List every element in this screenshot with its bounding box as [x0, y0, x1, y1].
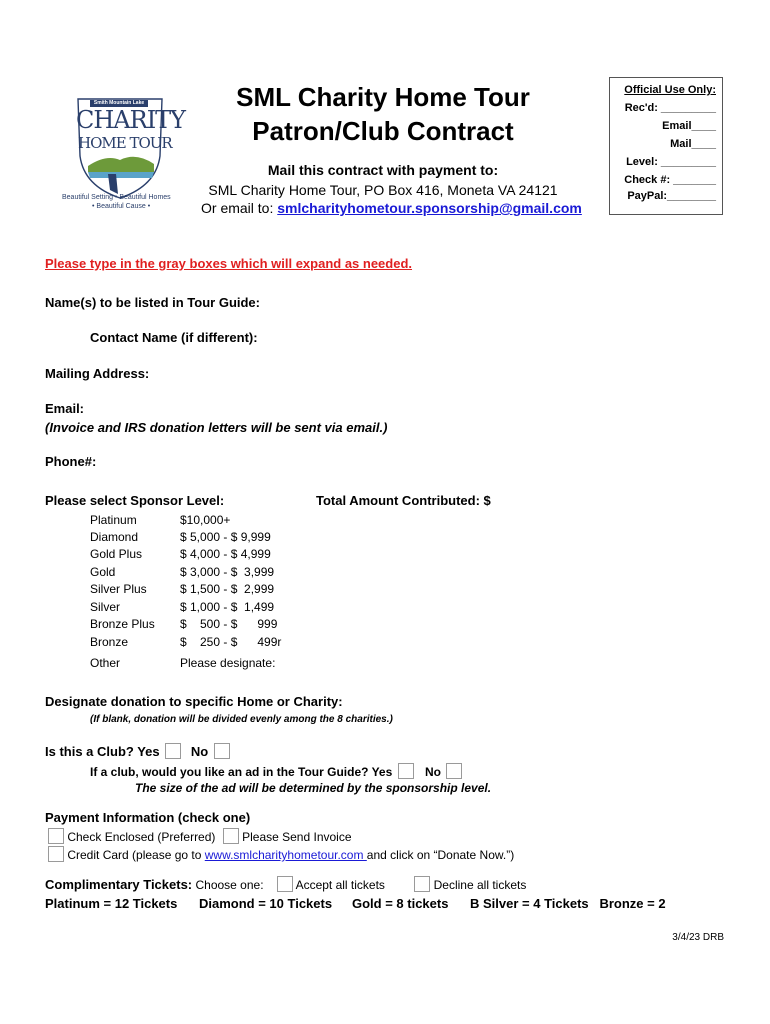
- logo-word-charity: CHARITY: [76, 106, 186, 134]
- footer-date: 3/4/23 DRB: [672, 932, 724, 943]
- level-amount: $ 3,000 - $ 3,999: [180, 565, 275, 579]
- level-amount: $10,000+: [180, 513, 231, 527]
- club-question: Is this a Club? Yes: [45, 744, 160, 759]
- logo-top-text: Smith Mountain Lake: [93, 100, 145, 106]
- instructions-text: Please type in the gray boxes which will expand as needed.: [45, 256, 413, 271]
- credit-card-suffix: and click on “Donate Now.”): [366, 848, 515, 862]
- total-amount-label: Total Amount Contributed: $: [316, 493, 491, 508]
- logo-word-home-tour: HOME TOUR: [78, 134, 172, 152]
- designate-heading: Designate donation to specific Home or Charity:: [45, 694, 343, 709]
- email-label: Email:: [45, 401, 85, 416]
- level-name: Gold: [90, 565, 116, 579]
- logo-tagline-2: • Beautiful Cause •: [92, 203, 151, 210]
- tickets-gold: Gold = 8 tickets: [352, 896, 449, 911]
- designate-note: (If blank, donation will be divided evenly among the 8 charities.): [90, 714, 393, 725]
- level-name: Silver Plus: [90, 582, 147, 596]
- level-name: Gold Plus: [90, 547, 143, 561]
- contact-name-label: Contact Name (if different):: [90, 330, 258, 345]
- level-name: Silver: [90, 600, 121, 614]
- club-no-checkbox[interactable]: [214, 743, 230, 759]
- website-link[interactable]: www.smlcharityhometour.com: [204, 848, 367, 862]
- ad-no-label: No: [424, 765, 441, 779]
- logo: [58, 94, 186, 214]
- names-label: Name(s) to be listed in Tour Guide:: [45, 295, 260, 310]
- email-note: (Invoice and IRS donation letters will be sent via email.): [45, 420, 388, 435]
- level-amount: $ 5,000 - $ 9,999: [180, 530, 271, 544]
- logo-tagline-1: Beautiful Setting • Beautiful Homes: [62, 194, 171, 201]
- credit-card-checkbox[interactable]: [48, 846, 64, 862]
- level-name: Platinum: [90, 513, 137, 527]
- level-amount: $ 1,500 - $ 2,999: [180, 582, 275, 596]
- email-prefix: Or email to:: [201, 200, 278, 216]
- ad-no-checkbox[interactable]: [446, 763, 462, 779]
- official-recd: Rec'd: _________: [624, 102, 716, 114]
- level-amount: $ 1,000 - $ 1,499: [180, 600, 275, 614]
- club-no-label: No: [190, 744, 209, 759]
- check-enclosed-checkbox[interactable]: [48, 828, 64, 844]
- payment-row-2: [48, 846, 514, 862]
- mailing-address-label: Mailing Address:: [45, 366, 150, 381]
- tickets-row: [45, 876, 526, 892]
- accept-tickets-checkbox[interactable]: [277, 876, 293, 892]
- club-yes-checkbox[interactable]: [165, 743, 181, 759]
- ad-size-note: The size of the ad will be determined by the sponsorship level.: [135, 781, 492, 795]
- official-check: Check #: _______: [624, 174, 716, 186]
- level-amount: $ 500 - $ 999: [180, 617, 278, 631]
- ad-question: If a club, would you like an ad in the Tour Guide? Yes: [90, 765, 393, 779]
- ad-yes-checkbox[interactable]: [398, 763, 414, 779]
- decline-tickets-checkbox[interactable]: [414, 876, 430, 892]
- send-invoice-checkbox[interactable]: [223, 828, 239, 844]
- level-amount: $ 250 - $ 499r: [180, 635, 282, 649]
- tickets-heading: Complimentary Tickets:: [45, 877, 193, 892]
- check-enclosed-label: Check Enclosed (Preferred): [67, 830, 216, 844]
- page-title-line-2: Patron/Club Contract: [252, 116, 514, 146]
- ad-question-line: [90, 763, 462, 779]
- tickets-silver-bronze: B Silver = 4 Tickets Bronze = 2: [470, 896, 666, 911]
- send-invoice-label: Please Send Invoice: [242, 830, 352, 844]
- level-amount: $ 4,000 - $ 4,999: [180, 547, 271, 561]
- tickets-platinum: Platinum = 12 Tickets: [45, 896, 178, 911]
- official-use-heading: Official Use Only:: [624, 84, 716, 96]
- sponsorship-email-link[interactable]: smlcharityhometour.sponsorship@gmail.com: [277, 200, 582, 216]
- credit-card-prefix: Credit Card (please go to: [67, 848, 205, 862]
- accept-tickets-label: Accept all tickets: [295, 878, 385, 892]
- decline-tickets-label: Decline all tickets: [433, 878, 527, 892]
- email-line: [201, 200, 582, 216]
- level-name: Bronze Plus: [90, 617, 155, 631]
- payment-heading: Payment Information (check one): [45, 810, 251, 825]
- mail-heading: Mail this contract with payment to:: [267, 162, 499, 178]
- sponsor-level-heading: Please select Sponsor Level:: [45, 493, 225, 508]
- payment-row-1: [48, 828, 352, 844]
- page-title-line-1: SML Charity Home Tour: [236, 82, 530, 112]
- official-paypal: PayPal:________: [627, 190, 716, 202]
- official-use-box: [609, 77, 723, 215]
- official-email: Email____: [662, 120, 716, 132]
- phone-label: Phone#:: [45, 454, 97, 469]
- mailing-address-text: SML Charity Home Tour, PO Box 416, Moneta VA 24121: [208, 182, 558, 198]
- level-name: Other: [90, 656, 121, 670]
- level-name: Bronze: [90, 635, 129, 649]
- level-amount: Please designate:: [180, 656, 276, 670]
- club-question-line: [45, 743, 230, 759]
- official-mail: Mail____: [670, 138, 716, 150]
- tickets-diamond: Diamond = 10 Tickets: [199, 896, 333, 911]
- official-level: Level: _________: [626, 156, 716, 168]
- tickets-choose: Choose one:: [195, 878, 264, 892]
- level-name: Diamond: [90, 530, 139, 544]
